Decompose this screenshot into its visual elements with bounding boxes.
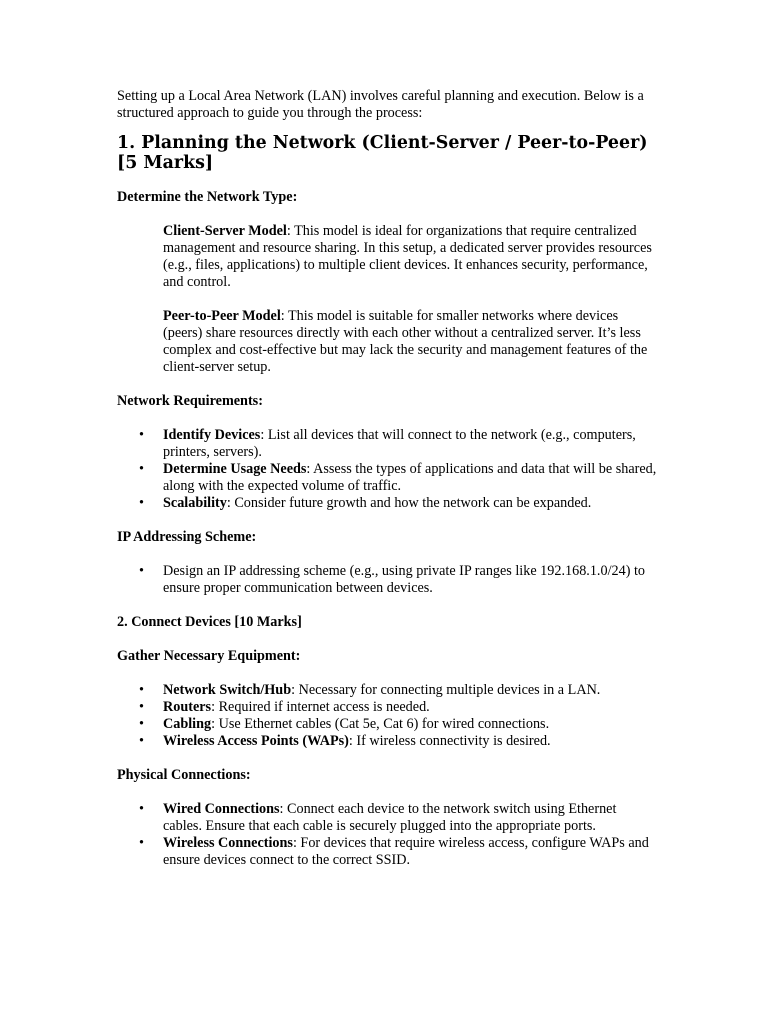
section2-title: 2. Connect Devices [10 Marks] (117, 614, 302, 630)
list-item-term: Scalability (163, 495, 227, 511)
list-item-text: : Consider future growth and how the network can be expanded. (226, 495, 592, 511)
physical-connections-list (117, 801, 657, 869)
bullet-icon: • (139, 835, 144, 851)
list-item (117, 427, 657, 461)
list-item-term: Identify Devices (163, 427, 261, 443)
peer-to-peer-paragraph (163, 308, 657, 376)
list-item-text: : Use Ethernet cables (Cat 5e, Cat 6) for wired connections. (211, 716, 550, 732)
list-item (117, 495, 657, 512)
list-item (117, 716, 657, 733)
list-item-term: Wireless Connections (163, 835, 293, 851)
ip-addressing-heading: IP Addressing Scheme: (117, 529, 257, 545)
equipment-heading: Gather Necessary Equipment: (117, 648, 301, 664)
list-item (117, 682, 657, 699)
client-server-term: Client-Server Model (163, 223, 287, 239)
bullet-icon: • (139, 699, 144, 715)
list-item-term: Determine Usage Needs (163, 461, 307, 477)
equipment-list (117, 682, 657, 750)
list-item (117, 699, 657, 716)
list-item-text: : Necessary for connecting multiple devices in a LAN. (291, 682, 601, 698)
list-item (117, 801, 657, 835)
list-item-text: : Connect each device to the network switch using Ethernet cables. Ensure that each cable is securely plugged into the appropriate ports. (163, 801, 617, 834)
list-item-text: : For devices that require wireless access, configure WAPs and ensure devices connect to the correct SSID. (163, 835, 649, 868)
list-item (117, 563, 657, 597)
physical-connections-heading: Physical Connections: (117, 767, 251, 783)
list-item-text: Design an IP addressing scheme (e.g., using private IP ranges like 192.168.1.0/24) to ensure proper communication between devices. (163, 563, 646, 596)
list-item-text: : Required if internet access is needed. (211, 699, 430, 715)
bullet-icon: • (139, 682, 144, 698)
list-item (117, 733, 657, 750)
client-server-paragraph (163, 223, 657, 291)
peer-to-peer-term: Peer-to-Peer Model (163, 308, 281, 324)
list-item-term: Wireless Access Points (WAPs) (163, 733, 349, 749)
document-page (117, 88, 657, 886)
bullet-icon: • (139, 427, 144, 443)
list-item (117, 835, 657, 869)
list-item-term: Routers (163, 699, 212, 715)
list-item-term: Cabling (163, 716, 212, 732)
list-item-term: Network Switch/Hub (163, 682, 292, 698)
bullet-icon: • (139, 716, 144, 732)
ip-addressing-list (117, 563, 657, 597)
list-item (117, 461, 657, 495)
bullet-icon: • (139, 461, 144, 477)
list-item-text: : List all devices that will connect to the network (e.g., computers, printers, servers). (163, 427, 636, 460)
intro-paragraph: Setting up a Local Area Network (LAN) involves careful planning and execution. Below is a structured approach to guide you through the process: (117, 88, 644, 121)
requirements-heading: Network Requirements: (117, 393, 263, 409)
client-server-text: : This model is ideal for organizations that require centralized management and resource sharing. In this setup, a dedicated server provides resources (e.g., files, applications) to multiple client devices. It enhances security, performance, and control. (163, 223, 652, 290)
list-item-text: : If wireless connectivity is desired. (348, 733, 551, 749)
requirements-list (117, 427, 657, 512)
bullet-icon: • (139, 801, 144, 817)
list-item-text: : Assess the types of applications and data that will be shared, along with the expected volume of traffic. (163, 461, 657, 494)
bullet-icon: • (139, 733, 144, 749)
network-type-heading: Determine the Network Type: (117, 189, 298, 205)
section1-title: 1. Planning the Network (Client-Server / Peer-to-Peer) [5 Marks] (117, 133, 648, 173)
bullet-icon: • (139, 563, 144, 579)
list-item-term: Wired Connections (163, 801, 280, 817)
bullet-icon: • (139, 495, 144, 511)
peer-to-peer-text: : This model is suitable for smaller networks where devices (peers) share resources directly with each other without a centralized server. It’s less complex and cost-effective but may lack the security and management features of the client-server setup. (163, 308, 648, 375)
